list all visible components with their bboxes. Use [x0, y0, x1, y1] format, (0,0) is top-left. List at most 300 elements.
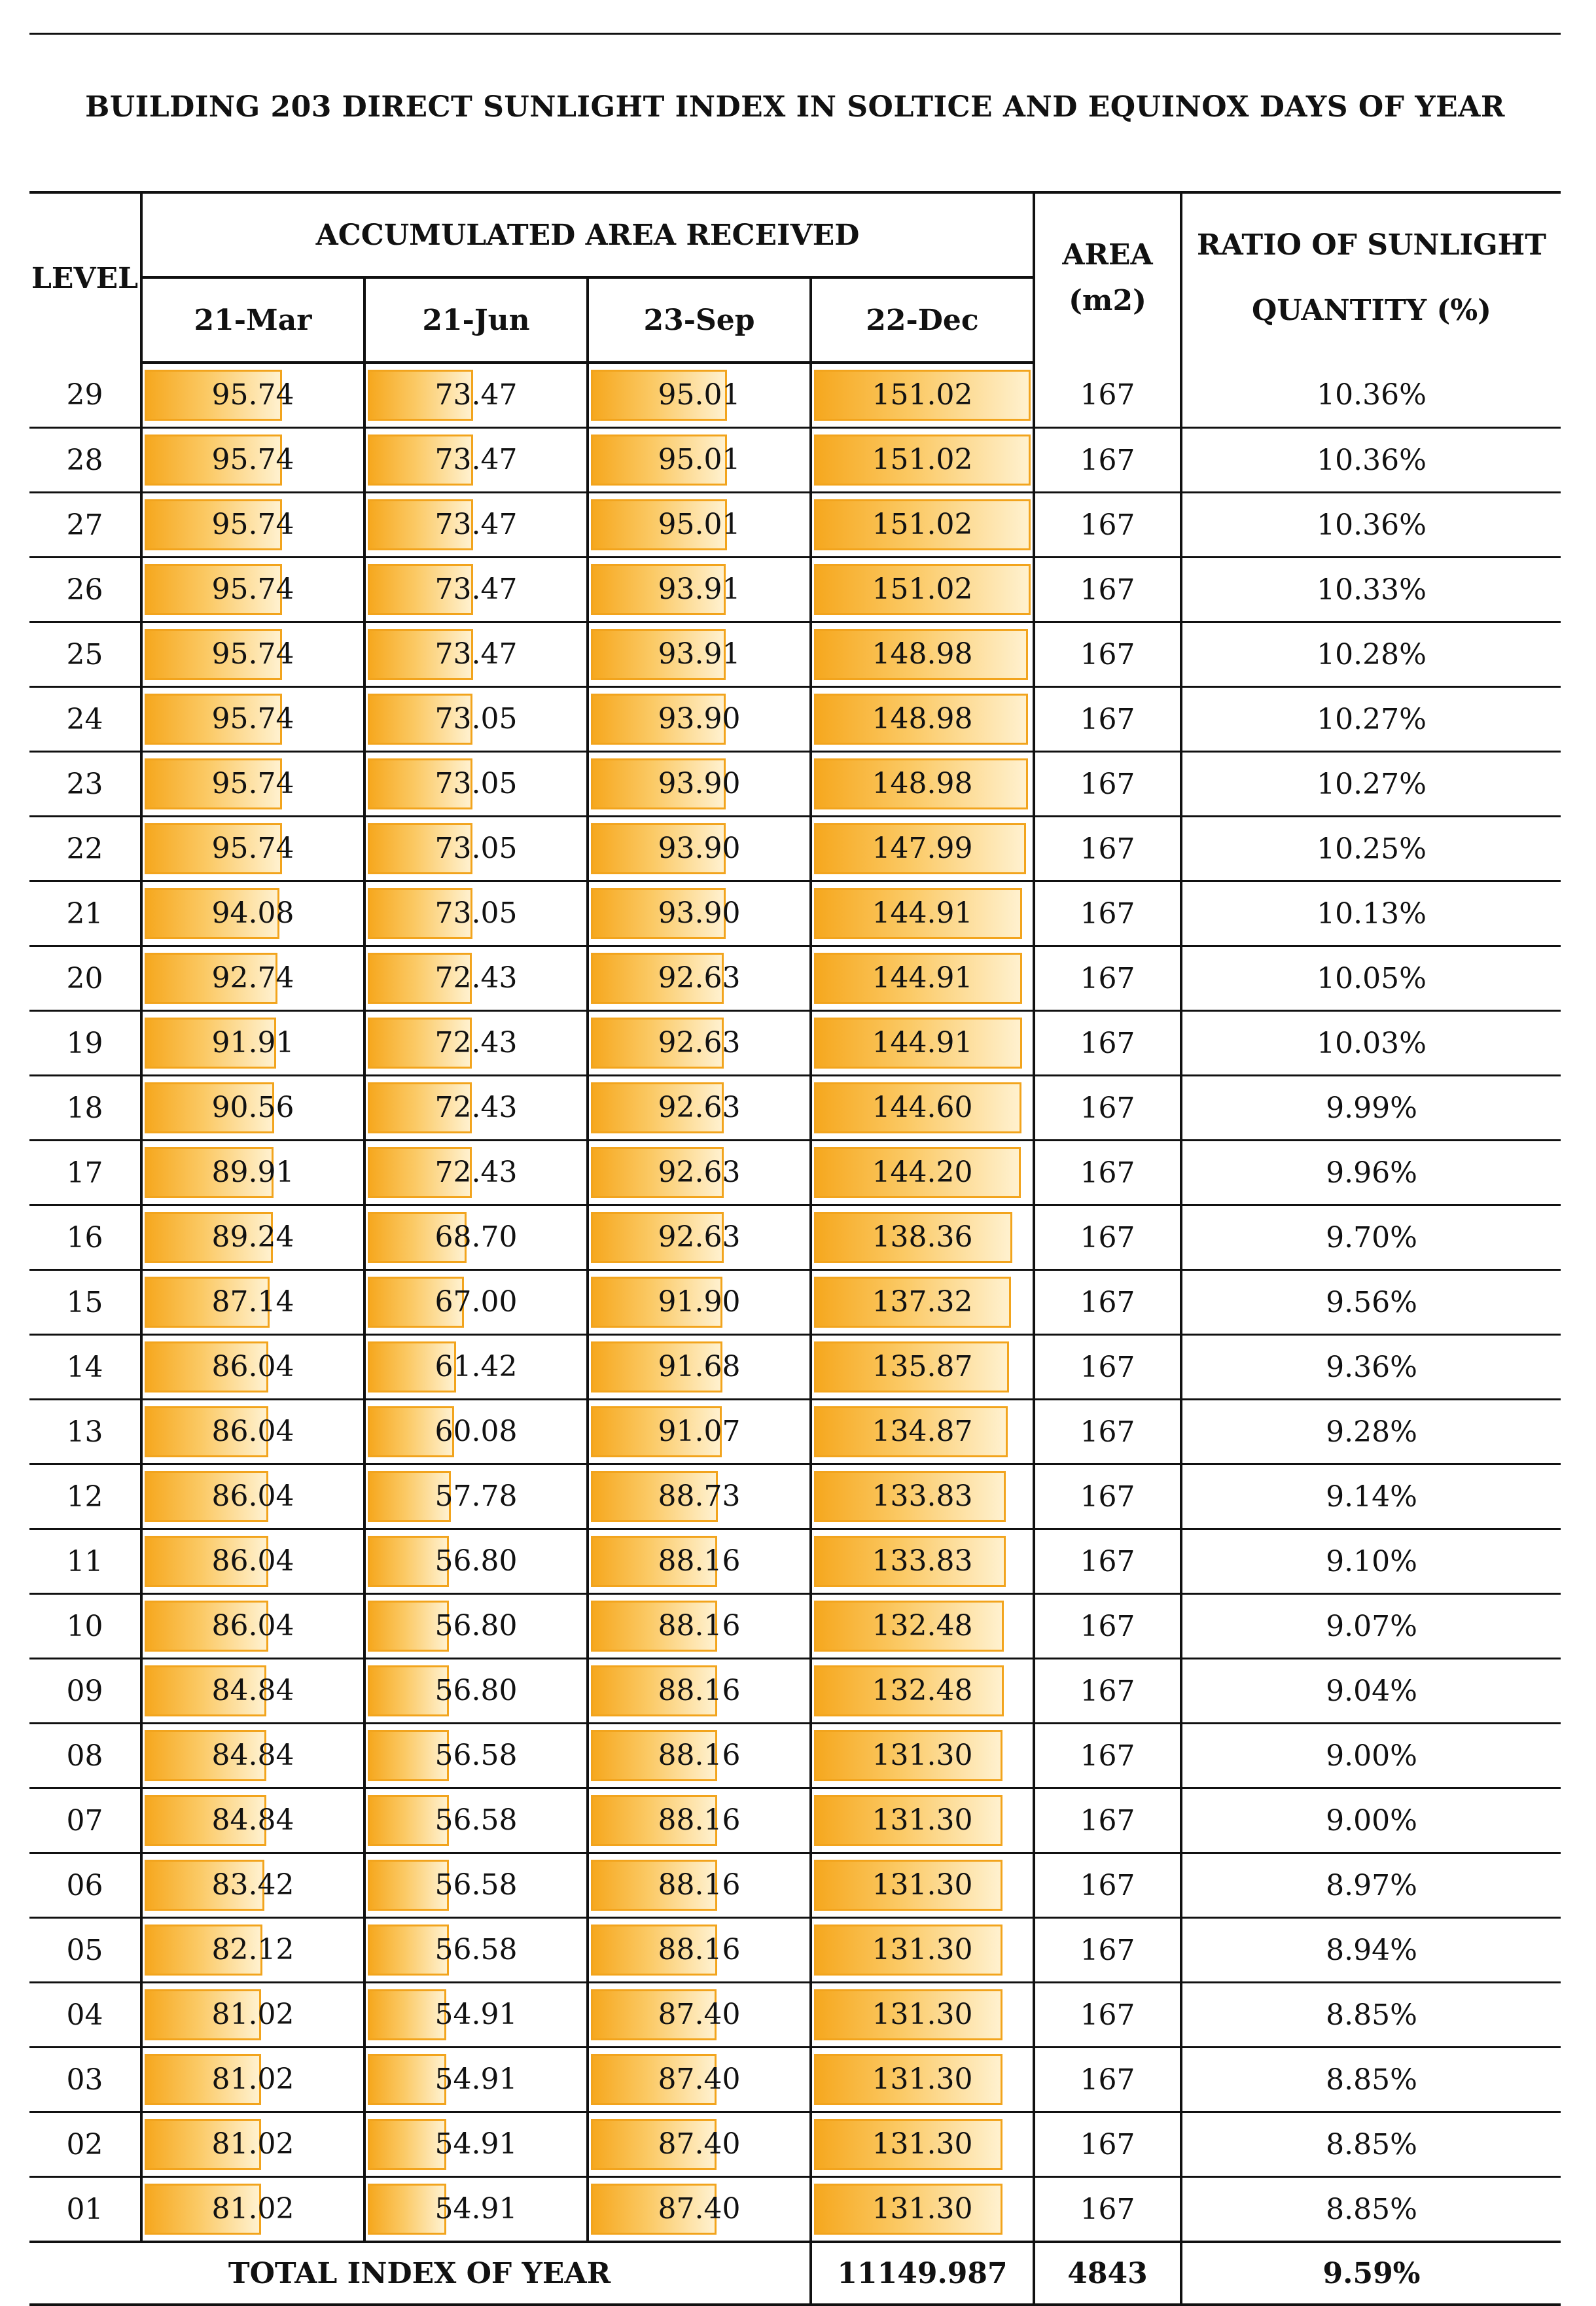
cell-21-jun: [364, 1983, 588, 2048]
cell-21-mar: [141, 1205, 364, 1270]
cell-22-dec: [811, 881, 1034, 946]
data-bar-wrap: [591, 1795, 807, 1846]
cell-value: 82.12: [211, 1933, 294, 1966]
cell-ratio: 10.36%: [1181, 363, 1561, 428]
cell-ratio: 10.36%: [1181, 428, 1561, 493]
cell-ratio: 10.27%: [1181, 687, 1561, 752]
cell-value: 135.87: [872, 1350, 973, 1383]
data-bar-wrap: [591, 1341, 807, 1392]
cell-value: 95.74: [211, 443, 294, 476]
cell-21-jun: [364, 1335, 588, 1400]
data-bar-wrap: [368, 1601, 584, 1652]
cell-area: 167: [1034, 2177, 1181, 2243]
total-ratio: 9.59%: [1181, 2242, 1561, 2305]
data-bar-wrap: [145, 758, 361, 809]
table-row: [29, 2048, 1561, 2112]
cell-level: 05: [66, 1933, 103, 1967]
data-bar-wrap: [591, 2054, 807, 2105]
data-bar-wrap: [591, 953, 807, 1004]
cell-value: 148.98: [872, 702, 973, 736]
cell-22-dec: [811, 1918, 1034, 1983]
data-bar-wrap: [591, 1925, 807, 1976]
cell-area: 167: [1034, 428, 1181, 493]
cell-level: 01: [66, 2192, 103, 2226]
data-bar-wrap: [145, 370, 361, 421]
data-bar-wrap: [814, 1795, 1031, 1846]
cell-21-mar: [141, 1659, 364, 1724]
cell-value: 73.05: [434, 832, 518, 865]
cell-21-jun: [364, 558, 588, 622]
data-bar-wrap: [145, 1601, 361, 1652]
data-bar-wrap: [368, 888, 584, 939]
data-bar-wrap: [368, 629, 584, 680]
cell-ratio: 8.85%: [1181, 2112, 1561, 2177]
data-bar-wrap: [591, 2119, 807, 2170]
cell-level: 02: [66, 2127, 103, 2161]
cell-value: 93.90: [658, 702, 741, 736]
cell-value: 86.04: [211, 1415, 294, 1448]
data-bar-wrap: [814, 435, 1031, 486]
cell-21-mar: [141, 1011, 364, 1076]
cell-value: 144.60: [872, 1091, 973, 1124]
cell-22-dec: [811, 1011, 1034, 1076]
cell-value: 73.05: [434, 767, 518, 800]
cell-23-sep: [588, 1400, 811, 1464]
data-bar-wrap: [368, 564, 584, 615]
cell-ratio: 8.97%: [1181, 1853, 1561, 1918]
cell-value: 92.63: [658, 1156, 741, 1189]
table-row: [29, 1141, 1561, 1205]
cell-value: 151.02: [872, 508, 973, 541]
header-area: [1034, 192, 1181, 363]
data-bar-wrap: [814, 1082, 1031, 1133]
cell-value: 92.63: [658, 1026, 741, 1059]
cell-value: 95.01: [658, 443, 741, 476]
data-bar-wrap: [368, 1860, 584, 1911]
header-area-line1: AREA: [1062, 238, 1153, 272]
cell-level: 17: [66, 1156, 103, 1190]
cell-value: 84.84: [211, 1674, 294, 1707]
cell-22-dec: [811, 1400, 1034, 1464]
data-bar-wrap: [591, 758, 807, 809]
data-bar-wrap: [591, 435, 807, 486]
data-bar-wrap: [145, 435, 361, 486]
data-bar-wrap: [368, 1018, 584, 1069]
cell-23-sep: [588, 493, 811, 558]
cell-value: 131.30: [872, 1868, 973, 1902]
data-bar-wrap: [814, 758, 1031, 809]
data-bar-wrap: [591, 1536, 807, 1587]
cell-level: 21: [66, 896, 103, 931]
cell-ratio: 8.94%: [1181, 1918, 1561, 1983]
data-bar-wrap: [814, 1147, 1031, 1198]
cell-22-dec: [811, 687, 1034, 752]
cell-value: 93.90: [658, 832, 741, 865]
data-bar-wrap: [591, 1471, 807, 1522]
cell-23-sep: [588, 1205, 811, 1270]
data-bar-wrap: [814, 2184, 1031, 2235]
cell-21-jun: [364, 622, 588, 687]
cell-21-mar: [141, 363, 364, 428]
data-bar-wrap: [145, 1860, 361, 1911]
table-row: [29, 1335, 1561, 1400]
cell-area: 167: [1034, 1205, 1181, 1270]
cell-value: 84.84: [211, 1739, 294, 1772]
cell-value: 133.83: [872, 1480, 973, 1513]
data-bar-wrap: [591, 1082, 807, 1133]
cell-21-mar: [141, 1918, 364, 1983]
cell-value: 81.02: [211, 1998, 294, 2031]
data-bar-wrap: [368, 2119, 584, 2170]
table-row: [29, 1076, 1561, 1141]
cell-21-jun: [364, 752, 588, 817]
cell-value: 138.36: [872, 1220, 973, 1254]
data-bar-wrap: [145, 2119, 361, 2170]
cell-ratio: 9.70%: [1181, 1205, 1561, 1270]
cell-23-sep: [588, 946, 811, 1011]
cell-21-mar: [141, 1335, 364, 1400]
cell-area: 167: [1034, 687, 1181, 752]
data-bar-wrap: [814, 1277, 1031, 1328]
cell-level: 18: [66, 1091, 103, 1125]
table-row: [29, 558, 1561, 622]
cell-value: 95.01: [658, 378, 741, 412]
cell-value: 147.99: [872, 832, 973, 865]
cell-value: 57.78: [434, 1480, 518, 1513]
data-bar-wrap: [368, 1082, 584, 1133]
cell-level: 09: [66, 1674, 103, 1708]
cell-value: 92.74: [211, 961, 294, 995]
cell-value: 88.16: [658, 1868, 741, 1902]
data-bar-wrap: [368, 370, 584, 421]
data-bar-wrap: [591, 1406, 807, 1457]
cell-value: 73.47: [434, 443, 518, 476]
data-bar-wrap: [368, 1471, 584, 1522]
cell-23-sep: [588, 1529, 811, 1594]
data-bar-wrap: [591, 564, 807, 615]
cell-value: 93.91: [658, 573, 741, 606]
cell-value: 56.58: [434, 1739, 518, 1772]
cell-level: 22: [66, 832, 103, 866]
cell-value: 93.90: [658, 896, 741, 930]
cell-level: 08: [66, 1739, 103, 1773]
cell-level: 15: [66, 1285, 103, 1319]
cell-area: 167: [1034, 1335, 1181, 1400]
cell-ratio: 9.04%: [1181, 1659, 1561, 1724]
cell-area: 167: [1034, 817, 1181, 881]
data-bar-wrap: [368, 2184, 584, 2235]
cell-ratio: 9.28%: [1181, 1400, 1561, 1464]
cell-21-mar: [141, 428, 364, 493]
cell-ratio: 9.96%: [1181, 1141, 1561, 1205]
top-rule: [29, 33, 1561, 35]
cell-value: 73.47: [434, 508, 518, 541]
data-bar-wrap: [814, 1989, 1031, 2040]
cell-22-dec: [811, 1464, 1034, 1529]
cell-value: 56.80: [434, 1544, 518, 1578]
data-bar-wrap: [368, 1665, 584, 1716]
cell-value: 91.90: [658, 1285, 741, 1319]
cell-value: 92.63: [658, 961, 741, 995]
table-row: [29, 946, 1561, 1011]
cell-value: 72.43: [434, 1026, 518, 1059]
cell-level: 12: [66, 1480, 103, 1514]
cell-area: 167: [1034, 1983, 1181, 2048]
data-bar-wrap: [591, 1601, 807, 1652]
cell-ratio: 10.33%: [1181, 558, 1561, 622]
cell-value: 54.91: [434, 2127, 518, 2161]
cell-level: 11: [66, 1544, 103, 1578]
cell-ratio: 10.03%: [1181, 1011, 1561, 1076]
header-accumulated-area: ACCUMULATED AREA RECEIVED: [141, 192, 1034, 277]
data-bar-wrap: [814, 1925, 1031, 1976]
cell-22-dec: [811, 1853, 1034, 1918]
cell-area: 167: [1034, 881, 1181, 946]
cell-23-sep: [588, 1335, 811, 1400]
data-bar-wrap: [814, 499, 1031, 550]
data-bar-wrap: [814, 953, 1031, 1004]
data-bar-wrap: [814, 1212, 1031, 1263]
cell-23-sep: [588, 1918, 811, 1983]
data-bar-wrap: [368, 1730, 584, 1781]
cell-value: 72.43: [434, 961, 518, 995]
data-bar-wrap: [591, 1147, 807, 1198]
cell-level: 20: [66, 961, 103, 995]
data-bar-wrap: [591, 1730, 807, 1781]
cell-value: 86.04: [211, 1480, 294, 1513]
cell-value: 92.63: [658, 1220, 741, 1254]
cell-22-dec: [811, 2177, 1034, 2243]
cell-22-dec: [811, 1724, 1034, 1788]
cell-23-sep: [588, 1464, 811, 1529]
cell-value: 95.74: [211, 637, 294, 671]
cell-value: 131.30: [872, 1933, 973, 1966]
data-bar-wrap: [814, 1536, 1031, 1587]
cell-21-mar: [141, 817, 364, 881]
data-bar-wrap: [145, 953, 361, 1004]
table-row: [29, 1659, 1561, 1724]
data-bar-wrap: [368, 823, 584, 874]
cell-22-dec: [811, 2048, 1034, 2112]
cell-value: 132.48: [872, 1609, 973, 1642]
table-row: [29, 1205, 1561, 1270]
cell-value: 54.91: [434, 2192, 518, 2226]
data-bar-wrap: [145, 1147, 361, 1198]
cell-level: 04: [66, 1998, 103, 2032]
cell-value: 81.02: [211, 2192, 294, 2226]
cell-area: 167: [1034, 622, 1181, 687]
cell-ratio: 9.36%: [1181, 1335, 1561, 1400]
total-value: 11149.987: [811, 2242, 1034, 2305]
data-bar-wrap: [814, 370, 1031, 421]
cell-21-jun: [364, 1400, 588, 1464]
cell-22-dec: [811, 363, 1034, 428]
cell-value: 86.04: [211, 1609, 294, 1642]
cell-21-mar: [141, 1529, 364, 1594]
data-bar-wrap: [368, 758, 584, 809]
header-ratio-line2: QUANTITY (%): [1252, 294, 1491, 327]
cell-ratio: 10.05%: [1181, 946, 1561, 1011]
data-bar-wrap: [145, 1989, 361, 2040]
cell-area: 167: [1034, 752, 1181, 817]
table-row: [29, 817, 1561, 881]
cell-level: 25: [66, 637, 103, 671]
cell-value: 89.91: [211, 1156, 294, 1189]
cell-22-dec: [811, 558, 1034, 622]
cell-level: 19: [66, 1026, 103, 1060]
cell-21-jun: [364, 1270, 588, 1335]
cell-value: 94.08: [211, 896, 294, 930]
cell-level: 27: [66, 508, 103, 542]
cell-value: 81.02: [211, 2127, 294, 2161]
data-bar-wrap: [368, 2054, 584, 2105]
cell-value: 87.40: [658, 2127, 741, 2161]
cell-value: 73.47: [434, 378, 518, 412]
cell-23-sep: [588, 1270, 811, 1335]
data-bar-wrap: [145, 1018, 361, 1069]
cell-area: 167: [1034, 558, 1181, 622]
cell-value: 73.47: [434, 573, 518, 606]
cell-value: 87.40: [658, 2192, 741, 2226]
data-bar-wrap: [591, 1860, 807, 1911]
cell-21-jun: [364, 363, 588, 428]
data-bar-wrap: [814, 1471, 1031, 1522]
table-row: [29, 2112, 1561, 2177]
data-bar-wrap: [591, 629, 807, 680]
cell-value: 95.01: [658, 508, 741, 541]
cell-value: 88.16: [658, 1803, 741, 1837]
data-bar-wrap: [814, 1406, 1031, 1457]
data-bar-wrap: [368, 1795, 584, 1846]
cell-ratio: 10.27%: [1181, 752, 1561, 817]
data-bar-wrap: [814, 629, 1031, 680]
cell-21-mar: [141, 1724, 364, 1788]
table-row: [29, 1853, 1561, 1918]
data-bar-wrap: [368, 499, 584, 550]
cell-21-jun: [364, 1011, 588, 1076]
cell-value: 95.74: [211, 378, 294, 412]
cell-value: 87.40: [658, 1998, 741, 2031]
total-label: TOTAL INDEX OF YEAR: [228, 2256, 611, 2290]
data-bar-wrap: [591, 499, 807, 550]
cell-21-jun: [364, 1659, 588, 1724]
cell-value: 91.07: [658, 1415, 741, 1448]
cell-21-jun: [364, 1529, 588, 1594]
cell-23-sep: [588, 2112, 811, 2177]
cell-value: 88.16: [658, 1933, 741, 1966]
data-bar-wrap: [591, 1989, 807, 2040]
header-date-mar: 21-Mar: [141, 277, 364, 363]
data-bar-wrap: [814, 823, 1031, 874]
data-bar-wrap: [145, 1277, 361, 1328]
cell-value: 87.14: [211, 1285, 294, 1319]
cell-value: 95.74: [211, 573, 294, 606]
data-bar-wrap: [591, 694, 807, 745]
data-bar-wrap: [368, 1147, 584, 1198]
data-bar-wrap: [145, 1536, 361, 1587]
data-bar-wrap: [145, 1730, 361, 1781]
cell-ratio: 9.00%: [1181, 1788, 1561, 1853]
table-row: [29, 1011, 1561, 1076]
cell-21-mar: [141, 1270, 364, 1335]
cell-value: 90.56: [211, 1091, 294, 1124]
cell-ratio: 9.07%: [1181, 1594, 1561, 1659]
data-bar-wrap: [368, 953, 584, 1004]
cell-23-sep: [588, 881, 811, 946]
cell-21-mar: [141, 687, 364, 752]
cell-area: 167: [1034, 1594, 1181, 1659]
cell-value: 83.42: [211, 1868, 294, 1902]
data-bar-wrap: [368, 1925, 584, 1976]
cell-value: 148.98: [872, 767, 973, 800]
cell-value: 91.91: [211, 1026, 294, 1059]
cell-21-jun: [364, 1464, 588, 1529]
header-date-sep: 23-Sep: [588, 277, 811, 363]
cell-23-sep: [588, 2177, 811, 2243]
data-bar-wrap: [814, 1018, 1031, 1069]
cell-22-dec: [811, 2112, 1034, 2177]
data-bar-wrap: [814, 888, 1031, 939]
cell-21-jun: [364, 1853, 588, 1918]
cell-value: 148.98: [872, 637, 973, 671]
data-bar-wrap: [591, 1277, 807, 1328]
data-bar-wrap: [814, 1730, 1031, 1781]
cell-21-mar: [141, 2112, 364, 2177]
cell-23-sep: [588, 1594, 811, 1659]
cell-value: 137.32: [872, 1285, 973, 1319]
cell-level: 03: [66, 2063, 103, 2097]
cell-value: 144.91: [872, 1026, 973, 1059]
cell-23-sep: [588, 752, 811, 817]
cell-21-jun: [364, 687, 588, 752]
data-bar-wrap: [591, 370, 807, 421]
cell-value: 151.02: [872, 378, 973, 412]
cell-area: 167: [1034, 1918, 1181, 1983]
cell-area: 167: [1034, 1270, 1181, 1335]
data-bar-wrap: [591, 888, 807, 939]
header-ratio: [1181, 192, 1561, 363]
cell-value: 89.24: [211, 1220, 294, 1254]
cell-21-jun: [364, 1788, 588, 1853]
cell-level: 28: [66, 443, 103, 477]
table-footer: [29, 2242, 1561, 2305]
page-title: BUILDING 203 DIRECT SUNLIGHT INDEX IN SOLTICE AND EQUINOX DAYS OF YEAR: [85, 90, 1505, 124]
cell-22-dec: [811, 428, 1034, 493]
cell-value: 88.16: [658, 1674, 741, 1707]
data-bar-wrap: [145, 1925, 361, 1976]
data-bar-wrap: [591, 1665, 807, 1716]
cell-area: 167: [1034, 1011, 1181, 1076]
cell-23-sep: [588, 1011, 811, 1076]
cell-22-dec: [811, 1659, 1034, 1724]
cell-21-jun: [364, 2112, 588, 2177]
cell-value: 72.43: [434, 1091, 518, 1124]
cell-area: 167: [1034, 1724, 1181, 1788]
data-bar-wrap: [145, 2054, 361, 2105]
data-bar-wrap: [814, 1601, 1031, 1652]
data-bar-wrap: [368, 435, 584, 486]
cell-22-dec: [811, 1983, 1034, 2048]
data-bar-wrap: [145, 2184, 361, 2235]
cell-value: 67.00: [434, 1285, 518, 1319]
cell-area: 167: [1034, 1659, 1181, 1724]
data-bar-wrap: [591, 2184, 807, 2235]
cell-21-mar: [141, 1983, 364, 2048]
cell-ratio: 9.00%: [1181, 1724, 1561, 1788]
cell-value: 68.70: [434, 1220, 518, 1254]
cell-21-mar: [141, 1464, 364, 1529]
header-area-line2: (m2): [1069, 284, 1146, 317]
